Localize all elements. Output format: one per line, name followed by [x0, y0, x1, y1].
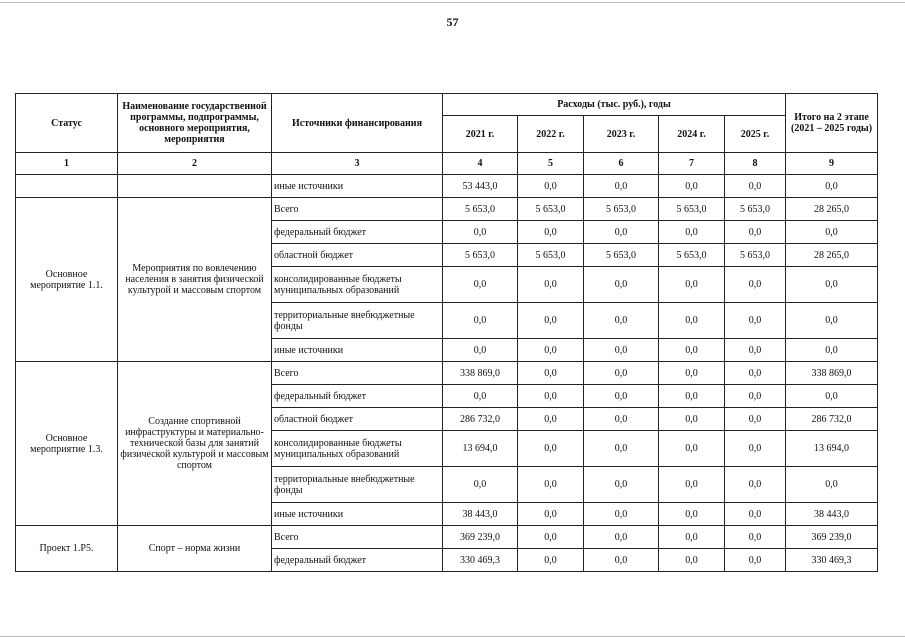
value-cell: 13 694,0: [443, 431, 518, 467]
value-cell: 0,0: [584, 431, 659, 467]
value-cell: 0,0: [725, 467, 786, 503]
value-cell: 0,0: [584, 549, 659, 572]
value-cell: 0,0: [584, 503, 659, 526]
column-number: 2: [118, 153, 272, 175]
value-cell: 0,0: [584, 385, 659, 408]
table-row: [16, 175, 878, 198]
value-cell: 5 653,0: [584, 198, 659, 221]
header-total: Итого на 2 этапе (2021 – 2025 годы): [786, 94, 878, 153]
header-program-name: Наименование государственной программы, подпрограммы, основного мероприятия, мероприятия: [118, 94, 272, 153]
table-row: [16, 526, 878, 549]
total-cell: 369 239,0: [786, 526, 878, 549]
total-cell: 286 732,0: [786, 408, 878, 431]
scan-bottom-edge: [0, 636, 905, 637]
value-cell: 38 443,0: [443, 503, 518, 526]
value-cell: 0,0: [659, 385, 725, 408]
value-cell: 5 653,0: [518, 198, 584, 221]
status-cell: [16, 175, 118, 198]
header-year: 2022 г.: [518, 116, 584, 153]
value-cell: 0,0: [725, 503, 786, 526]
budget-table: [15, 93, 878, 572]
value-cell: 0,0: [443, 339, 518, 362]
value-cell: 5 653,0: [584, 244, 659, 267]
value-cell: 0,0: [725, 549, 786, 572]
value-cell: 0,0: [659, 526, 725, 549]
value-cell: 5 653,0: [518, 244, 584, 267]
value-cell: 5 653,0: [659, 244, 725, 267]
header-funding-sources: Источники финансирования: [272, 94, 443, 153]
value-cell: 0,0: [659, 362, 725, 385]
value-cell: 0,0: [584, 339, 659, 362]
column-number: 6: [584, 153, 659, 175]
value-cell: 5 653,0: [443, 198, 518, 221]
scan-top-edge: [0, 2, 905, 3]
total-cell: 338 869,0: [786, 362, 878, 385]
value-cell: 0,0: [659, 175, 725, 198]
header-year: 2021 г.: [443, 116, 518, 153]
value-cell: 0,0: [518, 221, 584, 244]
column-number: 8: [725, 153, 786, 175]
funding-source-cell: иные источники: [272, 503, 443, 526]
value-cell: 0,0: [659, 303, 725, 339]
value-cell: 0,0: [659, 221, 725, 244]
total-cell: 13 694,0: [786, 431, 878, 467]
column-number: 1: [16, 153, 118, 175]
value-cell: 0,0: [518, 503, 584, 526]
total-cell: 330 469,3: [786, 549, 878, 572]
column-number: 5: [518, 153, 584, 175]
total-cell: 0,0: [786, 385, 878, 408]
program-name-cell: Спорт – норма жизни: [118, 526, 272, 572]
total-cell: 0,0: [786, 303, 878, 339]
header-row: [16, 94, 878, 116]
value-cell: 0,0: [518, 431, 584, 467]
value-cell: 0,0: [518, 526, 584, 549]
total-cell: 38 443,0: [786, 503, 878, 526]
value-cell: 0,0: [584, 467, 659, 503]
table-row: [16, 362, 878, 385]
value-cell: 0,0: [725, 339, 786, 362]
total-cell: 0,0: [786, 267, 878, 303]
header-expenses: Расходы (тыс. руб.), годы: [443, 94, 786, 116]
value-cell: 0,0: [584, 175, 659, 198]
value-cell: 0,0: [518, 339, 584, 362]
value-cell: 5 653,0: [659, 198, 725, 221]
funding-source-cell: федеральный бюджет: [272, 549, 443, 572]
value-cell: 5 653,0: [443, 244, 518, 267]
value-cell: 0,0: [518, 362, 584, 385]
value-cell: 5 653,0: [725, 198, 786, 221]
value-cell: 0,0: [584, 362, 659, 385]
funding-source-cell: иные источники: [272, 339, 443, 362]
value-cell: 0,0: [443, 221, 518, 244]
value-cell: 0,0: [518, 467, 584, 503]
page-number: 57: [446, 15, 459, 29]
column-number: 3: [272, 153, 443, 175]
funding-source-cell: Всего: [272, 526, 443, 549]
value-cell: 0,0: [518, 303, 584, 339]
program-name-cell: [118, 175, 272, 198]
total-cell: 0,0: [786, 467, 878, 503]
value-cell: 0,0: [518, 267, 584, 303]
value-cell: 0,0: [584, 221, 659, 244]
value-cell: 0,0: [518, 175, 584, 198]
header-status: Статус: [16, 94, 118, 153]
column-number: 7: [659, 153, 725, 175]
header-year: 2025 г.: [725, 116, 786, 153]
value-cell: 0,0: [518, 385, 584, 408]
value-cell: 0,0: [518, 408, 584, 431]
value-cell: 0,0: [659, 267, 725, 303]
value-cell: 0,0: [518, 549, 584, 572]
funding-source-cell: Всего: [272, 198, 443, 221]
value-cell: 53 443,0: [443, 175, 518, 198]
value-cell: 338 869,0: [443, 362, 518, 385]
funding-source-cell: федеральный бюджет: [272, 385, 443, 408]
value-cell: 0,0: [725, 408, 786, 431]
total-cell: 0,0: [786, 339, 878, 362]
total-cell: 0,0: [786, 221, 878, 244]
header-year: 2024 г.: [659, 116, 725, 153]
program-name-cell: Мероприятия по вовлечению населения в занятия физической культурой и массовым спортом: [118, 198, 272, 362]
funding-source-cell: Всего: [272, 362, 443, 385]
value-cell: 0,0: [584, 303, 659, 339]
value-cell: 0,0: [725, 526, 786, 549]
value-cell: 0,0: [725, 221, 786, 244]
value-cell: 0,0: [659, 549, 725, 572]
column-number: 9: [786, 153, 878, 175]
value-cell: 286 732,0: [443, 408, 518, 431]
total-cell: 28 265,0: [786, 244, 878, 267]
value-cell: 0,0: [725, 362, 786, 385]
value-cell: 0,0: [443, 303, 518, 339]
table-row: [16, 198, 878, 221]
funding-source-cell: областной бюджет: [272, 408, 443, 431]
value-cell: 330 469,3: [443, 549, 518, 572]
funding-source-cell: областной бюджет: [272, 244, 443, 267]
status-cell: Основное мероприятие 1.1.: [16, 198, 118, 362]
status-cell: Основное мероприятие 1.3.: [16, 362, 118, 526]
funding-source-cell: консолидированные бюджеты муниципальных образований: [272, 431, 443, 467]
funding-source-cell: федеральный бюджет: [272, 221, 443, 244]
value-cell: 0,0: [659, 339, 725, 362]
value-cell: 0,0: [584, 526, 659, 549]
funding-source-cell: территориальные внебюджетные фонды: [272, 303, 443, 339]
header-year: 2023 г.: [584, 116, 659, 153]
funding-source-cell: консолидированные бюджеты муниципальных образований: [272, 267, 443, 303]
value-cell: 0,0: [725, 385, 786, 408]
value-cell: 0,0: [725, 267, 786, 303]
value-cell: 5 653,0: [725, 244, 786, 267]
total-cell: 28 265,0: [786, 198, 878, 221]
value-cell: 0,0: [659, 467, 725, 503]
table-body: [16, 153, 878, 572]
value-cell: 0,0: [443, 385, 518, 408]
total-cell: 0,0: [786, 175, 878, 198]
value-cell: 0,0: [725, 175, 786, 198]
value-cell: 0,0: [443, 467, 518, 503]
value-cell: 0,0: [659, 408, 725, 431]
value-cell: 0,0: [659, 431, 725, 467]
status-cell: Проект 1.Р5.: [16, 526, 118, 572]
value-cell: 0,0: [659, 503, 725, 526]
funding-source-cell: иные источники: [272, 175, 443, 198]
value-cell: 369 239,0: [443, 526, 518, 549]
column-number: 4: [443, 153, 518, 175]
value-cell: 0,0: [584, 408, 659, 431]
value-cell: 0,0: [443, 267, 518, 303]
column-number-row: [16, 153, 878, 175]
funding-source-cell: территориальные внебюджетные фонды: [272, 467, 443, 503]
value-cell: 0,0: [725, 431, 786, 467]
value-cell: 0,0: [584, 267, 659, 303]
program-name-cell: Создание спортивной инфраструктуры и материально-технической базы для занятий физической культурой и массовым спортом: [118, 362, 272, 526]
value-cell: 0,0: [725, 303, 786, 339]
